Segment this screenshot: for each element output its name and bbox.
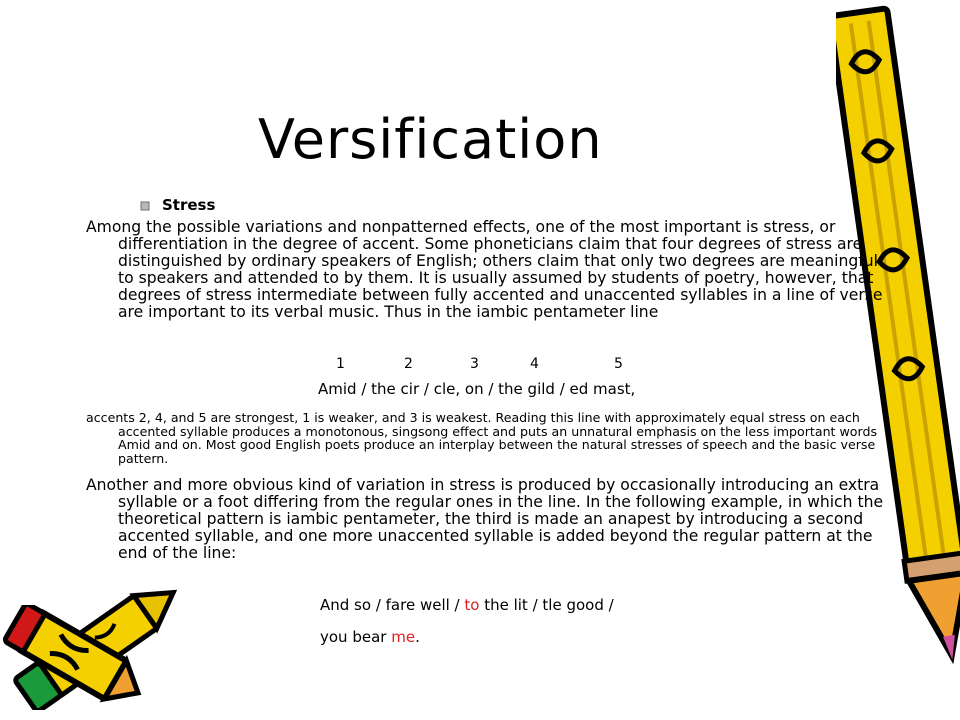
bullet-item xyxy=(140,196,215,214)
scansion-text-1: Amid / the cir / cle, on / the gild / ed mast, xyxy=(318,380,636,398)
highlight-to: to xyxy=(464,596,480,614)
slide-title: Versification xyxy=(258,108,603,171)
paragraph-stress-intro: Among the possible variations and nonpatterned effects, one of the most important is stress, or differentiation in the degree of accent. Some phoneticians claim that four degrees of stress are distinguished by ordinary speakers of English; others claim that only two degrees are meaningful to speakers and attended to by them. It is usually assumed by students of poetry, however, that degrees of stress intermediate between fully accented and unaccented syllables in a line of verse are important to its verbal music. Thus in the iambic pentameter line xyxy=(86,218,883,321)
stress-number: 2 xyxy=(404,356,413,372)
stress-number: 4 xyxy=(530,356,539,372)
scansion-text-2a: And so / fare well / to the lit / tle good / xyxy=(320,596,614,614)
scansion-text-2b: you bear me. xyxy=(320,628,420,646)
paragraph-variation: Another and more obvious kind of variation in stress is produced by occasionally introducing an extra syllable or a foot differing from the regular ones in the line. In the following example, in which the theoretical pattern is iambic pentameter, the third is made an anapest by introducing a second accented syllable, and one more unaccented syllable is added beyond the regular pattern at the end of the line: xyxy=(86,476,884,562)
scansion-line-2 xyxy=(320,590,700,654)
bullet-icon xyxy=(140,201,150,211)
bullet-label: Stress xyxy=(162,196,216,214)
stress-number: 3 xyxy=(470,356,479,372)
pencil-left-bottom-icon xyxy=(0,605,150,715)
pencil-right-icon xyxy=(836,0,960,690)
stress-number: 5 xyxy=(614,356,623,372)
stress-number: 1 xyxy=(336,356,345,372)
scansion-line-1 xyxy=(318,354,688,402)
highlight-me: me xyxy=(391,628,416,646)
paragraph-accents: accents 2, 4, and 5 are strongest, 1 is weaker, and 3 is weakest. Reading this line with approximately equal stress on each accented syllable produces a monotonous, singsong effect and puts an unnatural emphasis on the less important words Amid and on. Most good English poets produce an interplay between the natural stresses of speech and the basic verse pattern. xyxy=(86,410,878,466)
